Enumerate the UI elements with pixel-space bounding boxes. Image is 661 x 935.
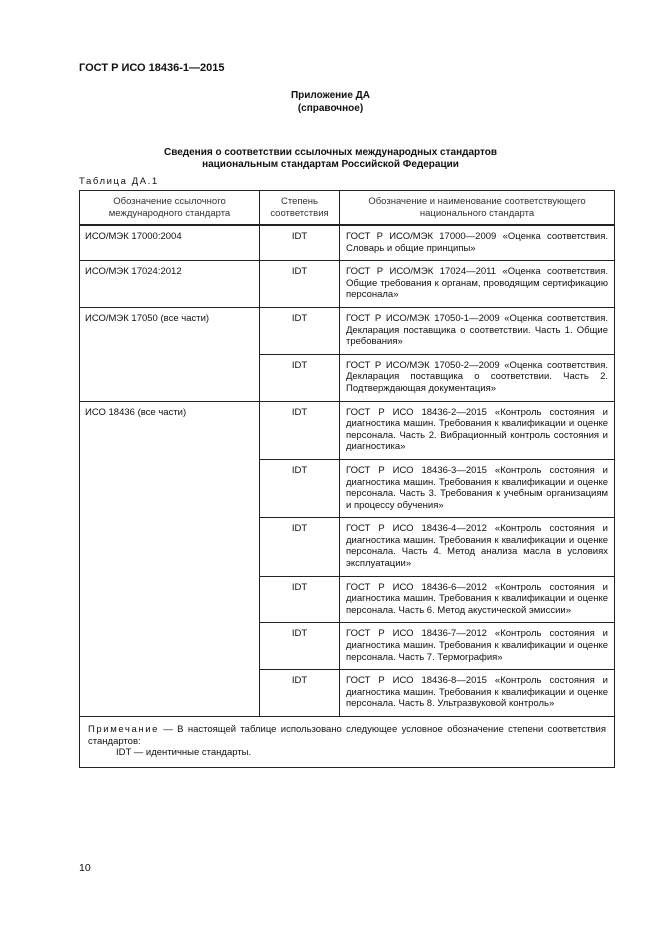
international-standard-cell: ИСО/МЭК 17024:2012 <box>80 261 260 308</box>
document-header: ГОСТ Р ИСО 18436-1—2015 <box>79 62 225 74</box>
national-standard-cell: ГОСТ Р ИСО 18436-8—2015 «Контроль состояния и диагностика машин. Требования к квалификации и оценке персонала. Часть 8. Ультразвуковой контроль» <box>340 670 615 717</box>
annex-title-block <box>0 89 661 115</box>
table-caption: Таблица ДА.1 <box>79 176 159 187</box>
national-standard-cell: ГОСТ Р ИСО 18436-7—2012 «Контроль состояния и диагностика машин. Требования к квалификации и оценке персонала. Часть 7. Термография» <box>340 623 615 670</box>
header-degree: Степень соответствия <box>260 191 340 226</box>
section-title-line-1: Сведения о соответствии ссылочных международных стандартов <box>163 147 498 158</box>
correspondence-table-container <box>79 190 614 768</box>
degree-cell: IDT <box>260 576 340 623</box>
national-standard-cell: ГОСТ Р ИСО 18436-2—2015 «Контроль состояния и диагностика машин. Требования к квалификации и оценке персонала. Часть 2. Вибрационный контроль состояния и диагностика» <box>340 401 615 459</box>
degree-cell: IDT <box>260 670 340 717</box>
annex-title: Приложение ДА <box>290 90 371 101</box>
international-standard-cell: ИСО/МЭК 17000:2004 <box>80 225 260 261</box>
table-row <box>80 225 615 261</box>
degree-cell: IDT <box>260 459 340 517</box>
degree-cell: IDT <box>260 623 340 670</box>
page-number: 10 <box>79 862 91 874</box>
national-standard-cell: ГОСТ Р ИСО 18436-4—2012 «Контроль состояния и диагностика машин. Требования к квалификации и оценке персонала. Часть 4. Метод анализа масла в условиях эксплуатации» <box>340 518 615 576</box>
degree-cell: IDT <box>260 261 340 308</box>
national-standard-cell: ГОСТ Р ИСО 18436-3—2015 «Контроль состояния и диагностика машин. Требования к квалификации и оценке персонала. Часть 3. Требования к учебным организациям и процессу обучения» <box>340 459 615 517</box>
correspondence-table <box>79 190 615 768</box>
note-text: — В настоящей таблице использовано следующее условное обозначение степени соответствия стандартов: <box>88 724 606 747</box>
note-line-1 <box>88 724 606 747</box>
annex-subtitle: (справочное) <box>297 103 364 114</box>
national-standard-cell: ГОСТ Р ИСО/МЭК 17000—2009 «Оценка соответствия. Словарь и общие принципы» <box>340 225 615 261</box>
degree-cell: IDT <box>260 518 340 576</box>
note-label: Примечание <box>88 724 159 735</box>
international-standard-cell: ИСО/МЭК 17050 (все части) <box>80 307 260 401</box>
national-standard-cell: ГОСТ Р ИСО 18436-6—2012 «Контроль состояния и диагностика машин. Требования к квалификации и оценке персонала. Часть 6. Метод акустической эмиссии» <box>340 576 615 623</box>
national-standard-cell: ГОСТ Р ИСО/МЭК 17050-2—2009 «Оценка соответствия. Декларация поставщика о соответствии. Часть 2. Подтверждающая документация» <box>340 354 615 401</box>
section-title-line-2: национальным стандартам Российской Федерации <box>202 159 459 170</box>
section-title-block <box>0 147 661 171</box>
national-standard-cell: ГОСТ Р ИСО/МЭК 17050-1—2009 «Оценка соответствия. Декларация поставщика о соответствии. Часть 1. Общие требования» <box>340 307 615 354</box>
national-standard-cell: ГОСТ Р ИСО/МЭК 17024—2011 «Оценка соответствия. Общие требования к органам, проводящим сертификацию персонала» <box>340 261 615 308</box>
degree-cell: IDT <box>260 225 340 261</box>
header-international-standard: Обозначение ссылочного международного стандарта <box>80 191 260 226</box>
header-national-standard: Обозначение и наименование соответствующего национального стандарта <box>340 191 615 226</box>
table-note-row <box>80 717 615 768</box>
table-row <box>80 307 615 354</box>
degree-cell: IDT <box>260 401 340 459</box>
table-row <box>80 401 615 459</box>
international-standard-cell: ИСО 18436 (все части) <box>80 401 260 716</box>
note-line-2: IDT — идентичные стандарты. <box>116 747 252 759</box>
degree-cell: IDT <box>260 307 340 354</box>
table-note <box>80 717 615 768</box>
table-header-row <box>80 191 615 226</box>
degree-cell: IDT <box>260 354 340 401</box>
table-row <box>80 261 615 308</box>
